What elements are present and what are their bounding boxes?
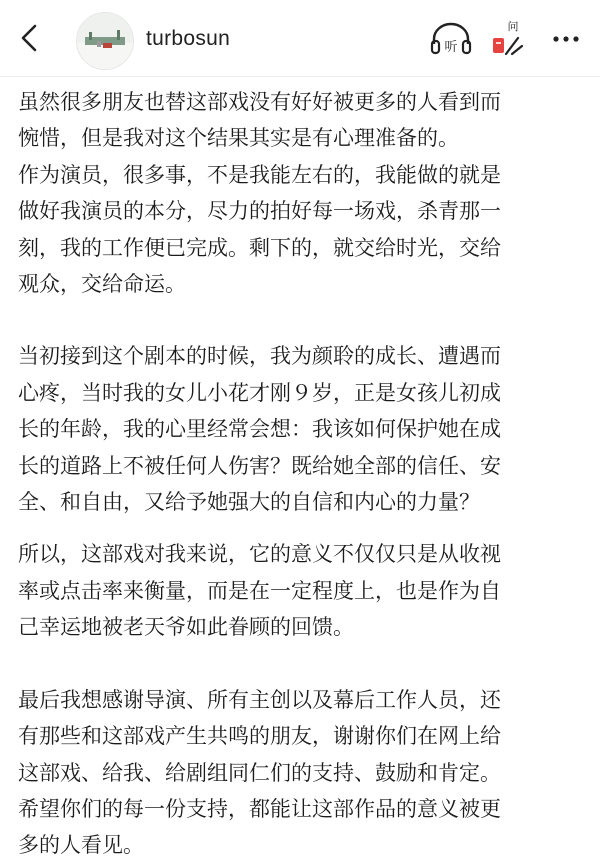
text-line: 惋惜，但是我对这个结果其实是有心理准备的。 <box>18 126 459 151</box>
text-line: 己幸运地被老天爷如此眷顾的回馈。 <box>18 615 354 640</box>
text-line: 长的年龄，我的心里经常会想：我该如何保护她在成 <box>18 417 501 442</box>
text-line: 当初接到这个剧本的时候，我为颜聆的成长、遭遇而 <box>18 344 501 369</box>
text-line: 观众，交给命运。 <box>18 272 186 297</box>
paragraph-4 <box>18 682 584 864</box>
paragraph-2 <box>18 338 584 520</box>
text-line: 虽然很多朋友也替这部戏没有好好被更多的人看到而 <box>18 90 501 114</box>
back-arrow-icon[interactable] <box>14 22 46 54</box>
header-divider <box>0 76 600 77</box>
question-pen-icon[interactable] <box>488 16 528 58</box>
post-body <box>18 84 584 864</box>
text-line: 心疼，当时我的女儿小花才刚９岁，正是女孩儿初成 <box>18 380 501 405</box>
text-line: 最后我想感谢导演、所有主创以及幕后工作人员，还 <box>18 687 501 712</box>
text-line: 希望你们的每一份支持，都能让这部作品的意义被更 <box>18 796 501 821</box>
text-line: 长的道路上不被任何人伤害？既给她全部的信任、安 <box>18 453 501 478</box>
more-dots-icon[interactable] <box>548 24 584 54</box>
top-bar <box>0 0 600 76</box>
text-line: 有那些和这部戏产生共鸣的朋友，谢谢你们在网上给 <box>18 724 501 749</box>
listen-label: 听 <box>444 40 458 55</box>
text-line: 全、和自由，又给予她强大的自信和内心的力量？ <box>18 490 480 515</box>
text-line: 作为演员，很多事，不是我能左右的，我能做的就是 <box>18 162 501 187</box>
text-line: 做好我演员的本分，尽力的拍好每一场戏，杀青那一 <box>18 199 501 224</box>
ask-label: 问 <box>507 20 519 33</box>
username[interactable]: turbosun <box>146 27 231 50</box>
text-line: 多的人看见。 <box>18 833 144 858</box>
text-line: 刻，我的工作便已完成。剩下的，就交给时光，交给 <box>18 235 501 260</box>
text-line: 这部戏、给我、给剧组同仁们的支持、鼓励和肯定。 <box>18 760 501 785</box>
text-line: 所以，这部戏对我来说，它的意义不仅仅只是从收视 <box>18 542 501 567</box>
paragraph-1 <box>18 84 584 302</box>
headphones-icon[interactable] <box>430 22 472 56</box>
avatar[interactable] <box>76 12 134 70</box>
paragraph-3 <box>18 536 584 645</box>
text-line: 率或点击率来衡量，而是在一定程度上，也是作为自 <box>18 578 501 603</box>
